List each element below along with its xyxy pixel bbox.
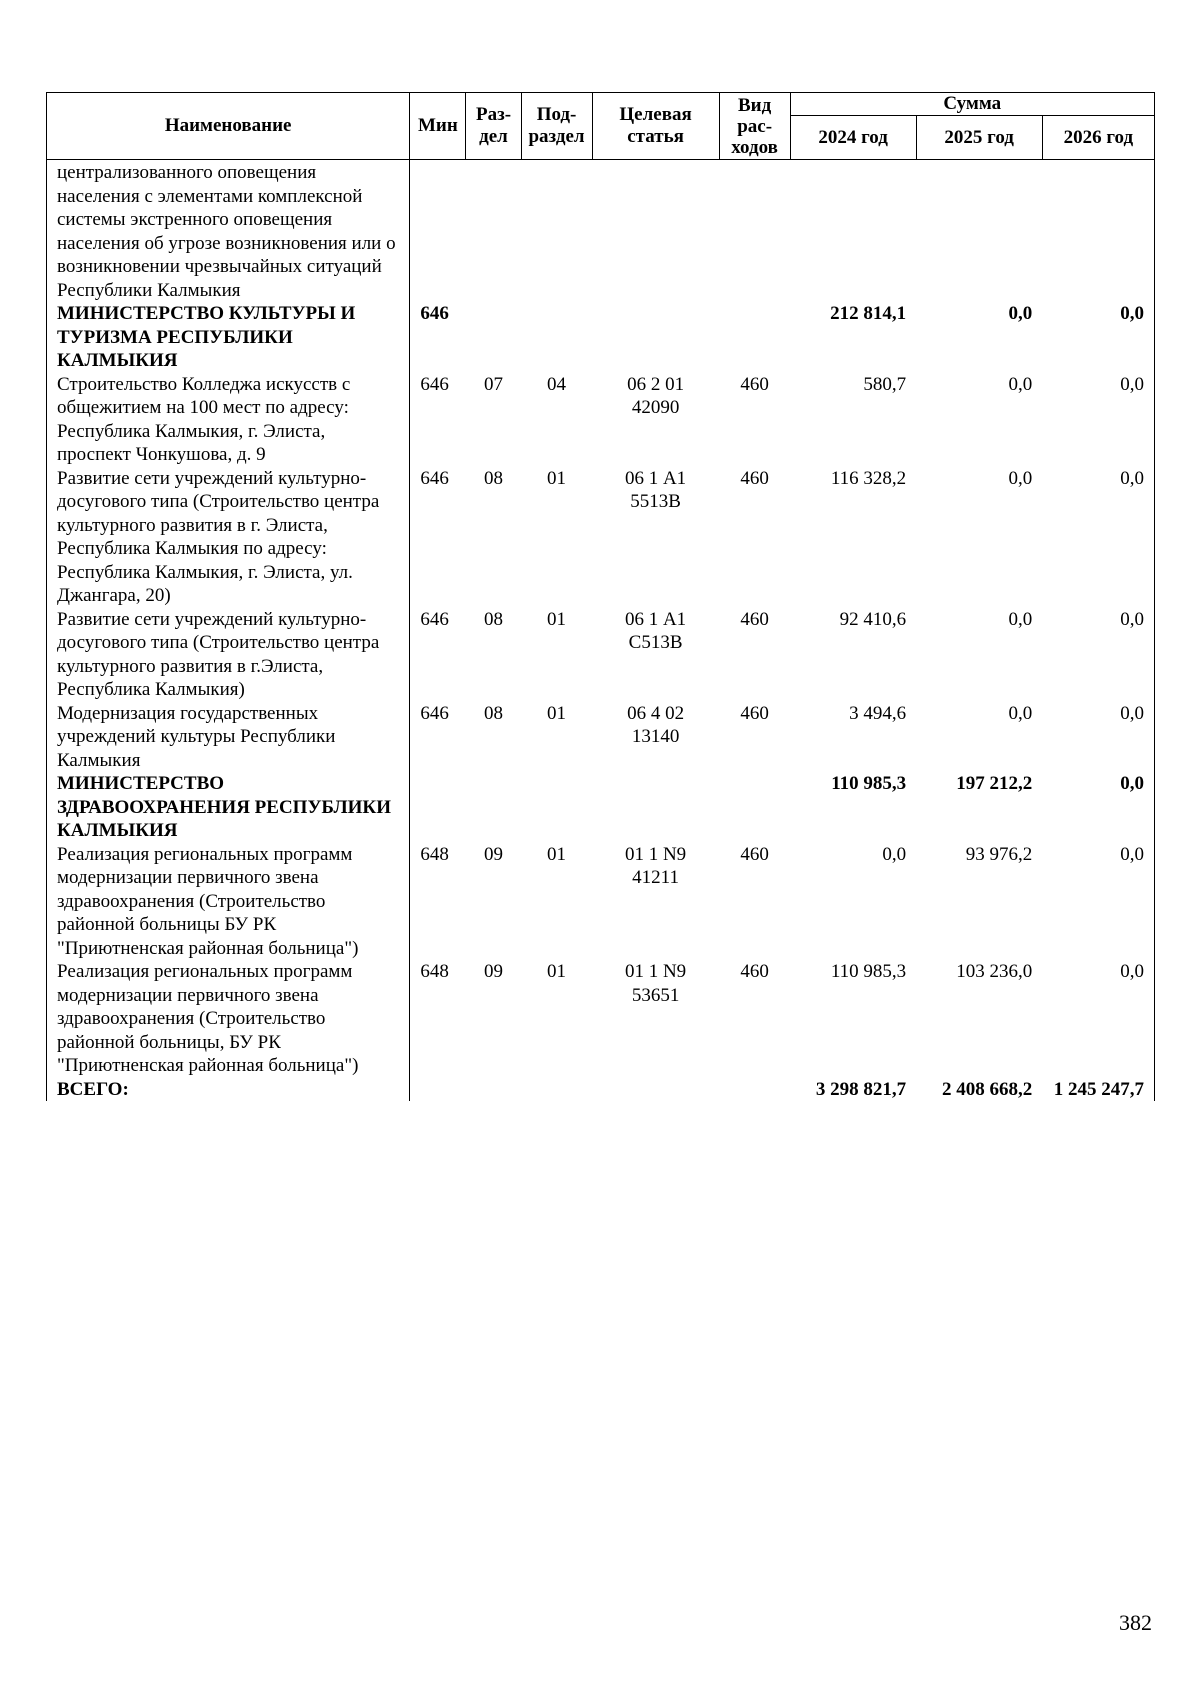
- cell-podrazdel: 01: [547, 702, 567, 724]
- header-podrazdel: Под- раздел: [521, 93, 592, 160]
- cell-razdel: [466, 772, 521, 843]
- cell-razdel: [466, 160, 521, 303]
- cell-podrazdel: 01: [547, 608, 567, 630]
- cell-2026: 0,0: [1042, 467, 1154, 608]
- cell-2026: 0,0: [1042, 772, 1154, 843]
- cell-vid: [719, 772, 790, 843]
- cell-razdel: 09: [484, 961, 503, 982]
- header-tselevaya: Целевая статья: [592, 93, 719, 160]
- cell-vid: [719, 1078, 790, 1102]
- cell-2025: 197 212,2: [956, 773, 1033, 794]
- table-row: [47, 1078, 1155, 1102]
- cell-tselevaya: [592, 772, 719, 843]
- cell-vid: 460: [740, 467, 769, 489]
- cell-2026: 0,0: [1042, 373, 1154, 467]
- cell-min: 648: [420, 961, 449, 982]
- header-2025: 2025 год: [916, 116, 1042, 160]
- cell-razdel: [466, 1078, 521, 1102]
- cell-razdel: 08: [484, 467, 503, 489]
- cell-2026: 0,0: [1042, 608, 1154, 702]
- cell-name: Развитие сети учреждений культурно-досугового типа (Строительство центра культурного развития в г.Элиста, Республика Калмыкия): [47, 608, 410, 702]
- cell-2026: 0,0: [1042, 960, 1154, 1078]
- cell-2025: 0,0: [1008, 303, 1033, 324]
- cell-vid: 460: [740, 961, 769, 982]
- cell-tselevaya: [592, 160, 719, 303]
- cell-tselevaya: 06 2 01 42090: [627, 373, 685, 418]
- cell-2025: 2 408 668,2: [941, 1078, 1033, 1100]
- header-2024: 2024 год: [790, 116, 916, 160]
- cell-podrazdel: [521, 160, 592, 303]
- table-row: [47, 702, 1155, 773]
- cell-name: МИНИСТЕРСТВО КУЛЬТУРЫ И ТУРИЗМА РЕСПУБЛИКИ КАЛМЫКИЯ: [47, 302, 410, 373]
- cell-vid: [719, 302, 790, 373]
- cell-2026: [1042, 160, 1154, 303]
- cell-2025: 0,0: [1008, 702, 1033, 724]
- cell-min: 646: [420, 467, 449, 489]
- table-row: [47, 160, 1155, 303]
- cell-min: 646: [420, 373, 449, 395]
- cell-razdel: [466, 302, 521, 373]
- cell-2025: 93 976,2: [965, 843, 1033, 865]
- cell-tselevaya: 06 4 02 13140: [627, 702, 685, 747]
- cell-min: 648: [420, 843, 449, 865]
- cell-2025: 0,0: [1008, 608, 1033, 630]
- cell-podrazdel: 01: [547, 467, 567, 489]
- table-row: [47, 772, 1155, 843]
- cell-2026: 0,0: [1042, 702, 1154, 773]
- cell-name: Строительство Колледжа искусств с общежитием на 100 мест по адресу: Республика Калмыкия, г. Элиста, проспект Чонкушова, д. 9: [47, 373, 410, 467]
- cell-name: централизованного оповещения населения с элементами комплексной системы экстренного оповещения населения об угрозе возникновения или о возникновении чрезвычайных ситуаций Республики Калмыкия: [47, 160, 410, 303]
- cell-min: 646: [420, 303, 449, 324]
- cell-tselevaya: 06 1 А1 5513В: [624, 467, 687, 512]
- cell-2025: 103 236,0: [956, 961, 1033, 982]
- table-row: [47, 608, 1155, 702]
- cell-podrazdel: [521, 1078, 592, 1102]
- cell-podrazdel: [521, 772, 592, 843]
- table-header: [47, 93, 1155, 160]
- cell-2024: 212 814,1: [830, 303, 907, 324]
- table-row: [47, 467, 1155, 608]
- cell-2026: 0,0: [1042, 843, 1154, 961]
- table-row: [47, 843, 1155, 961]
- cell-name: Реализация региональных программ модернизации первичного звена здравоохранения (Строительство районной больницы, БУ РК "Приютненская районная больница"): [47, 960, 410, 1078]
- cell-vid: 460: [740, 373, 769, 395]
- cell-2026: 1 245 247,7: [1042, 1078, 1154, 1102]
- cell-min: [410, 772, 466, 843]
- cell-2025: 0,0: [1008, 467, 1033, 489]
- table-row: [47, 960, 1155, 1078]
- cell-2024: 110 985,3: [831, 773, 907, 794]
- cell-tselevaya: [592, 1078, 719, 1102]
- cell-2024: [790, 160, 916, 303]
- header-razdel: Раз- дел: [466, 93, 521, 160]
- cell-podrazdel: 01: [547, 961, 567, 982]
- cell-min: [410, 160, 466, 303]
- cell-vid: [719, 160, 790, 303]
- cell-name: МИНИСТЕРСТВО ЗДРАВООХРАНЕНИЯ РЕСПУБЛИКИ КАЛМЫКИЯ: [47, 772, 410, 843]
- cell-razdel: 08: [484, 608, 503, 630]
- cell-2024: 0,0: [882, 843, 907, 865]
- table-row: [47, 373, 1155, 467]
- cell-vid: 460: [740, 702, 769, 724]
- cell-name: Развитие сети учреждений культурно-досугового типа (Строительство центра культурного развития в г. Элиста, Республика Калмыкия по адресу: Республика Калмыкия, г. Элиста, ул. Джангара, 20): [47, 467, 410, 608]
- cell-name: Модернизация государственных учреждений культуры Республики Калмыкия: [47, 702, 410, 773]
- cell-tselevaya: [592, 302, 719, 373]
- cell-2025: [916, 160, 1042, 303]
- cell-tselevaya: 01 1 N9 53651: [624, 961, 687, 1006]
- budget-table: [46, 92, 1155, 1101]
- cell-2024: 580,7: [863, 373, 907, 395]
- cell-vid: 460: [740, 843, 769, 865]
- cell-2024: 3 494,6: [849, 702, 907, 724]
- cell-2026: 0,0: [1042, 302, 1154, 373]
- cell-min: 646: [420, 702, 449, 724]
- cell-2024: 116 328,2: [830, 467, 907, 489]
- cell-vid: 460: [740, 608, 769, 630]
- cell-min: 646: [420, 608, 449, 630]
- cell-podrazdel: [521, 302, 592, 373]
- cell-tselevaya: 01 1 N9 41211: [624, 843, 687, 888]
- header-name: Наименование: [47, 93, 410, 160]
- cell-name: ВСЕГО:: [47, 1078, 410, 1102]
- cell-tselevaya: 06 1 А1 С513В: [624, 608, 687, 653]
- header-min: Мин: [410, 93, 466, 160]
- budget-table-page: [46, 92, 1155, 1101]
- table-body: [47, 160, 1155, 1102]
- header-2026: 2026 год: [1042, 116, 1154, 160]
- cell-razdel: 08: [484, 702, 503, 724]
- cell-2024: 110 985,3: [830, 961, 907, 982]
- table-row: [47, 302, 1155, 373]
- cell-2025: 0,0: [1008, 373, 1033, 395]
- cell-podrazdel: 04: [547, 373, 567, 395]
- header-vid: Вид рас- ходов: [719, 93, 790, 160]
- cell-razdel: 07: [484, 373, 503, 395]
- cell-2024: 92 410,6: [839, 608, 907, 630]
- cell-name: Реализация региональных программ модернизации первичного звена здравоохранения (Строительство районной больницы БУ РК "Приютненская районная больница"): [47, 843, 410, 961]
- cell-min: [410, 1078, 466, 1102]
- header-summa: Сумма: [790, 93, 1154, 116]
- cell-2024: 3 298 821,7: [815, 1078, 907, 1100]
- page-number: 382: [1119, 1610, 1152, 1635]
- cell-podrazdel: 01: [547, 843, 567, 865]
- cell-razdel: 09: [484, 843, 503, 865]
